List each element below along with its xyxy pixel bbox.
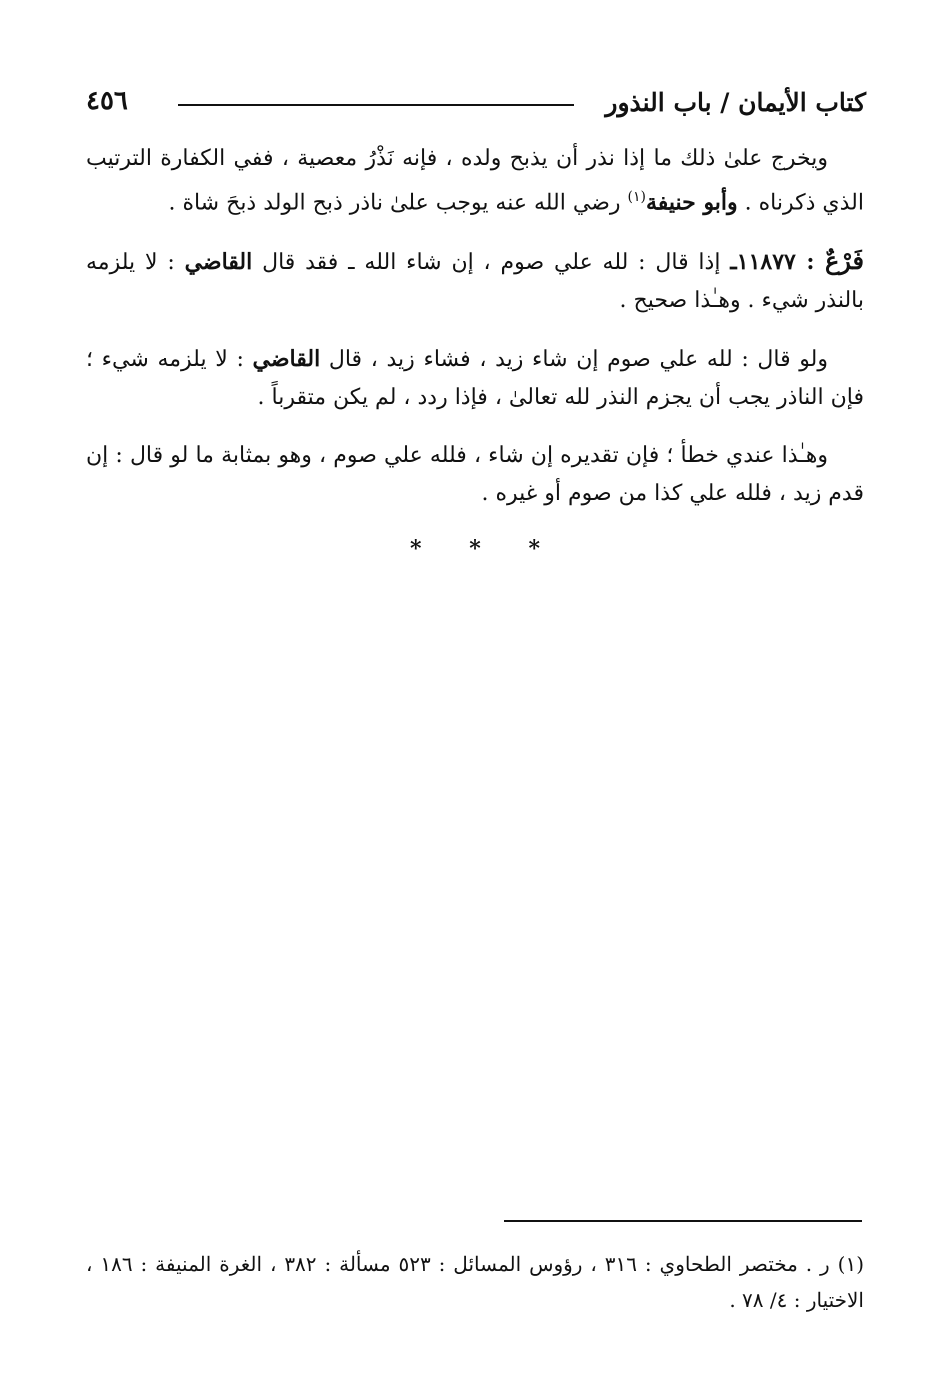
paragraph-3 — [86, 340, 864, 417]
paragraph-4 — [86, 437, 864, 513]
separator-star: * — [528, 536, 540, 562]
footnote-reference[interactable]: (١) — [627, 189, 646, 205]
separator-star: * — [410, 536, 422, 562]
separator-star: * — [469, 536, 481, 562]
paragraph-3-text-a: ولو قال : لله علي صوم إن شاء زيد ، فشاء زيد ، قال — [320, 347, 828, 373]
paragraph-2-text-b: : لا يلزمه بالنذر شيء . وهـٰذا صحيح . — [86, 250, 864, 314]
paragraph-1 — [86, 140, 864, 222]
running-header — [86, 84, 866, 124]
header-title: كتاب الأيمان / باب النذور — [605, 88, 866, 117]
paragraph-1-bold-name: وأبو حنيفة — [645, 189, 738, 216]
far-label: فَرْعٌ — [824, 246, 865, 276]
footnote: (١) ر . مختصر الطحاوي : ٣١٦ ، رؤوس المسائل : ٥٢٣ مسألة : ٣٨٢ ، الغرة المنيفة : ١٨٦ ، الاختيار : ٤/ ٧٨ . — [86, 1252, 864, 1312]
footnote-rule — [504, 1220, 862, 1222]
issue-number: : ١١٨٧٧ـ — [730, 249, 825, 276]
paragraph-1-text-a: ويخرج علىٰ ذلك ما إذا نذر أن يذبح ولده ، فإنه نَذْرُ معصية ، ففي الكفارة الترتيب الذي ذكرناه . — [86, 146, 864, 216]
paragraph-2 — [86, 242, 864, 320]
paragraph-3-text-b: : لا يلزمه شيء ؛ فإن الناذر يجب أن يجزم النذر لله تعالىٰ ، فإذا ردد ، لم يكن متقرباً . — [86, 347, 864, 411]
paragraph-2-bold-name: القاضي — [184, 249, 253, 276]
paragraph-2-text-a: إذا قال : لله علي صوم ، إن شاء الله ـ فقد قال — [252, 250, 731, 276]
section-separator — [410, 536, 540, 562]
paragraph-3-bold-name: القاضي — [252, 346, 321, 373]
main-text — [86, 140, 864, 533]
page-number: ٤٥٦ — [86, 86, 128, 116]
paragraph-1-text-b: رضي الله عنه يوجب علىٰ ناذر ذبح الولد ذبحَ شاة . — [168, 190, 628, 216]
paragraph-4-text: وهـٰذا عندي خطأ ؛ فإن تقديره إن شاء ، فلله علي صوم ، وهو بمثابة ما لو قال : إن قدم زيد ، فلله علي كذا من صوم أو غيره . — [86, 443, 864, 507]
header-rule — [178, 104, 574, 106]
